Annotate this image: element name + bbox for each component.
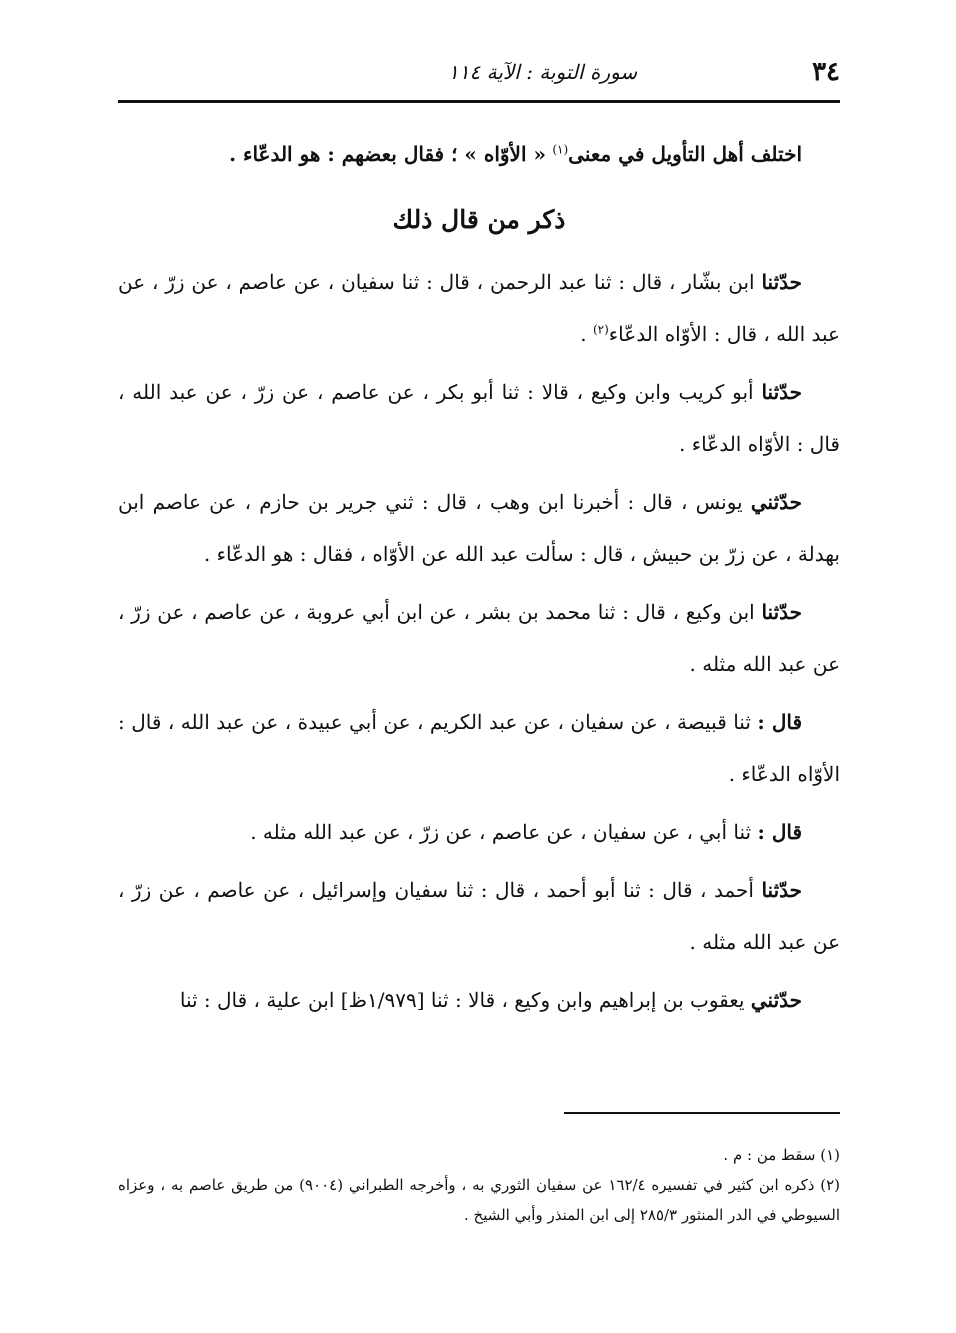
paragraph-text: ثنا أبي ، عن سفيان ، عن عاصم ، عن زرّ ، عن عبد الله مثله .	[250, 820, 752, 844]
intro-paragraph	[118, 128, 840, 180]
hadith-paragraph	[118, 476, 840, 580]
hadith-paragraph	[118, 696, 840, 800]
paragraph-lead: قال :	[757, 820, 802, 844]
paragraph-lead: حدّثنا	[761, 600, 802, 624]
header-rule	[118, 100, 840, 103]
paragraph-lead: قال :	[757, 710, 803, 734]
hadith-paragraph	[118, 586, 840, 690]
page-number: ٣٤	[812, 57, 840, 87]
paragraph-text: ابن وكيع ، قال : ثنا محمد بن بشر ، عن ابن أبي عروبة ، عن عاصم ، عن زرّ ، عن عبد الله مثله .	[118, 600, 840, 676]
footnote-rule	[564, 1112, 840, 1114]
running-header	[118, 52, 840, 92]
paragraph-lead: حدّثنا	[761, 878, 802, 902]
footnote-2: (٢) ذكره ابن كثير في تفسيره ١٦٢/٤ عن سفيان الثوري به ، وأخرجه الطبراني (٩٠٠٤) من طريق عاصم به ، وعزاه السيوطي في الدر المنثور ٢٨٥/٣ إلى ابن المنذر وأبي الشيخ .	[118, 1176, 841, 1224]
hadith-paragraph	[118, 366, 840, 470]
hadith-paragraph	[118, 864, 840, 968]
paragraph-text: أبو كريب وابن وكيع ، قالا : ثنا أبو بكر ، عن عاصم ، عن زرّ ، عن عبد الله ، قال : الأوّاه الدعّاء .	[118, 380, 840, 456]
hadith-paragraph	[118, 256, 840, 360]
paragraph-tail: .	[580, 322, 593, 346]
hadith-paragraph	[118, 806, 840, 858]
hadith-paragraph	[118, 974, 840, 1026]
paragraph-text: يونس ، قال : أخبرنا ابن وهب ، قال : ثني جرير بن حازم ، عن عاصم ابن بهدلة ، عن زرّ بن حبيش ، قال : سألت عبد الله عن الأوّاه ، فقال : هو الدعّاء .	[118, 490, 840, 566]
footnote-1: (١) سقط من : م .	[723, 1146, 840, 1164]
intro-rest: « الأوّاه » ؛ فقال بعضهم : هو الدعّاء .	[229, 142, 546, 166]
footnotes	[118, 1140, 840, 1230]
section-heading: ذكر من قال ذلك	[392, 205, 566, 234]
paragraph-lead: حدّثنا	[761, 380, 802, 404]
footnote-ref-1: (١)	[552, 142, 569, 157]
running-title: سورة التوبة : الآية ١١٤	[448, 60, 638, 84]
paragraph-text: ابن بشّار ، قال : ثنا عبد الرحمن ، قال : ثنا سفيان ، عن عاصم ، عن زرّ ، عن عبد الله ، قال : الأوّاه الدعّاء	[118, 270, 840, 346]
paragraph-text: أحمد ، قال : ثنا أبو أحمد ، قال : ثنا سفيان وإسرائيل ، عن عاصم ، عن زرّ ، عن عبد الله مثله .	[118, 878, 840, 954]
main-text	[118, 128, 840, 1032]
paragraph-lead: حدّثني	[750, 490, 802, 514]
paragraph-text: ثنا قبيصة ، عن سفيان ، عن عبد الكريم ، عن أبي عبيدة ، عن عبد الله ، قال : الأوّاه الدعّاء .	[118, 710, 840, 786]
paragraph-lead: حدّثنا	[761, 270, 802, 294]
paragraph-text: يعقوب بن إبراهيم وابن وكيع ، قالا : ثنا [١/٩٧٩ظ] ابن علية ، قال : ثنا	[179, 988, 745, 1012]
paragraph-lead: حدّثني	[750, 988, 802, 1012]
footnote-ref-2: (٢)	[592, 322, 609, 337]
intro-lead: اختلف أهل التأويل في معنى	[568, 142, 802, 166]
